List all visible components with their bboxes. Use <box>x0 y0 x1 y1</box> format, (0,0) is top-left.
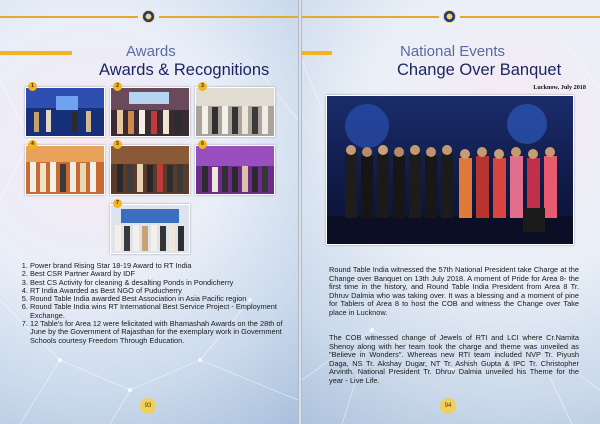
list-item: 1. Power brand Rising Star 18-19 Award to RT India <box>30 262 292 270</box>
photo-number-badge: 4 <box>28 140 37 149</box>
photo-number-badge: 1 <box>28 82 37 91</box>
photo-number-badge: 3 <box>198 82 207 91</box>
achievements-list <box>16 262 292 345</box>
photo-number-badge: 6 <box>198 140 207 149</box>
accent-band <box>0 51 72 55</box>
top-ornament <box>302 10 600 23</box>
award-photo-3 <box>195 87 275 137</box>
right-page <box>302 0 600 424</box>
top-ornament <box>0 10 298 23</box>
article-paragraph-1: Round Table India witnessed the 57th National President take Charge at the Change over Banquet on 13th July 2018. A moment of Pride for Area 8- the first time in the history, and Round Table India President from Area 8 Tr. Dhruv Dalmia who was taking over. It was a blessing and a moment of pine for Tablers of Area 8 to host the COB and witness the Change over Take place in Lucknow. <box>329 265 579 317</box>
article-paragraph-2: The COB witnessed change of Jewels of RTI and LCI where Cr.Namita Shenoy along with her team took the charge and theme was unveiled as "Believe in Wonders". Whereas new RTI team included NVP Tr. Piyush Daga, NS Tr. Akshay Dugar, NT Tr. Ashish Gupta & IPC Tr. Christopher Arvinth. National President Tr. Dhruv Dalmia unveiled his Theme for the year - Live Life. <box>329 333 579 385</box>
page-number: 94 <box>440 398 456 414</box>
list-item: 7. 12 Table's for Area 12 were felicitated with Bhamashah Awards on the 28th of June by the Government of Rajasthan for the exemplary work in Government Schools courtesy Freedom Through Education. <box>30 320 292 345</box>
list-item: 6. Round Table India wins RT International Best Service Project - Employment Exchange. <box>30 303 292 320</box>
page-title: Change Over Banquet <box>397 61 562 79</box>
photo-number-badge: 7 <box>113 199 122 208</box>
award-photo-5 <box>110 145 190 195</box>
award-photo-2 <box>110 87 190 137</box>
photo-number-badge: 5 <box>113 140 122 149</box>
dateline: Lucknow, July 2018 <box>533 84 586 91</box>
round-table-emblem-icon <box>443 10 456 23</box>
photo-number-badge: 2 <box>113 82 122 91</box>
section-label: Awards <box>126 43 176 60</box>
award-photo-6 <box>195 145 275 195</box>
list-item: 3. Best CS Activity for cleaning & desalting Ponds in Pondicherry <box>30 279 292 287</box>
section-label: National Events <box>400 43 506 60</box>
award-photo-1 <box>25 87 105 137</box>
left-page <box>0 0 298 424</box>
award-photo-7 <box>110 204 190 254</box>
round-table-emblem-icon <box>142 10 155 23</box>
list-item: 4. RT India Awarded as Best NGO of Puducherry <box>30 287 292 295</box>
banquet-group-photo <box>326 95 574 245</box>
page-number: 93 <box>140 398 156 414</box>
list-item: 5. Round Table India awarded Best Association in Asia Pacific region <box>30 295 292 303</box>
page-title: Awards & Recognitions <box>99 61 270 79</box>
award-photo-4 <box>25 145 105 195</box>
list-item: 2. Best CSR Partner Award by IDF <box>30 270 292 278</box>
accent-band <box>302 51 332 55</box>
